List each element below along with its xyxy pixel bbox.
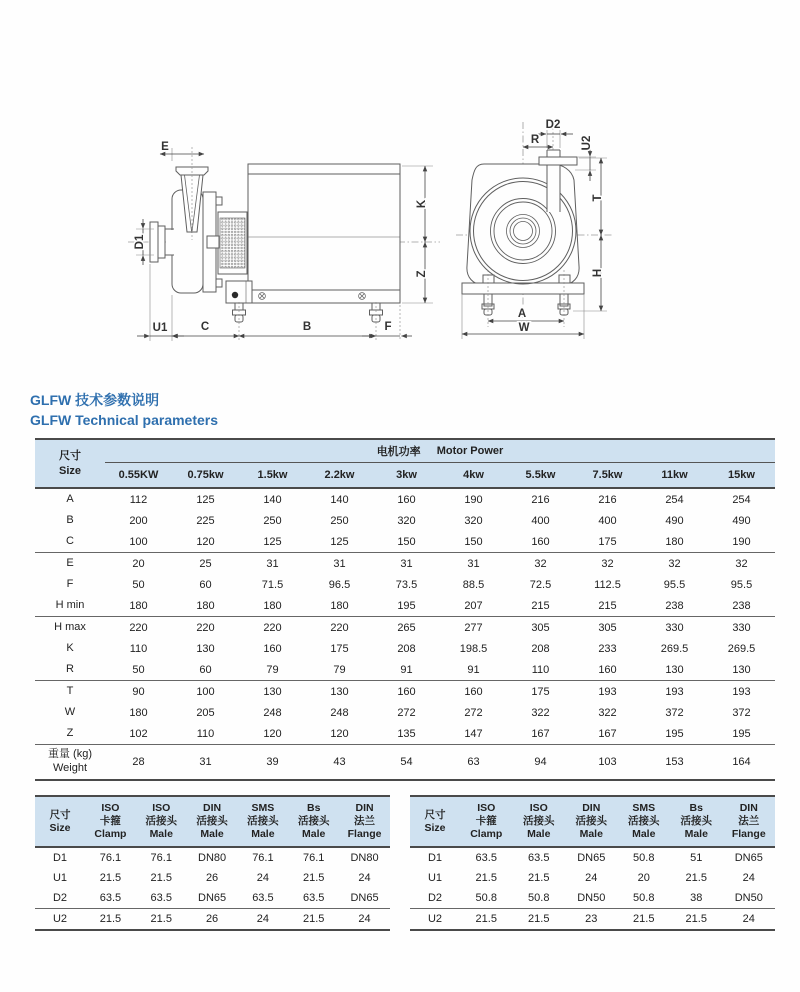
- cell-value: 73.5: [395, 578, 418, 591]
- column-header: 7.5kw: [592, 469, 623, 481]
- main-table-header: [35, 440, 775, 489]
- cell-value: 88.5: [462, 578, 485, 591]
- title-en: GLFW Technical parameters: [30, 412, 219, 428]
- cell-value: 180: [330, 599, 349, 612]
- cell-value: 71.5: [261, 578, 284, 591]
- row-label: B: [66, 513, 74, 526]
- column-header: SMS 活接头 Male: [247, 802, 279, 841]
- pump-foot: [226, 281, 252, 303]
- cell-value: 110: [531, 663, 550, 676]
- cell-value: 130: [330, 685, 349, 698]
- cell-value: 50.8: [475, 892, 497, 905]
- dim-label-z: Z: [416, 270, 428, 278]
- cell-value: 120: [196, 535, 215, 548]
- cell-value: 225: [196, 514, 215, 527]
- cell-value: 254: [665, 493, 684, 506]
- table-row: [35, 723, 775, 745]
- cell-value: 248: [263, 706, 282, 719]
- size-header-cell: [35, 440, 105, 487]
- cell-value: 110: [196, 727, 215, 740]
- row-label: H min: [55, 598, 85, 611]
- cell-value: 112: [129, 493, 148, 506]
- cell-value: 238: [665, 599, 684, 612]
- table-row: [35, 638, 775, 659]
- connection-table-header: [410, 797, 775, 848]
- row-label: H max: [54, 620, 86, 633]
- cell-value: 31: [467, 557, 480, 570]
- cell-value: 180: [263, 599, 282, 612]
- cell-value: 200: [129, 514, 148, 527]
- cell-value: 400: [531, 514, 550, 527]
- vent-grid: [220, 218, 245, 268]
- row-label: Z: [66, 726, 74, 739]
- cell-value: 76.1: [303, 852, 325, 865]
- column-header: 11kw: [661, 469, 688, 481]
- table-row: [410, 909, 775, 929]
- cell-value: DN80: [350, 852, 379, 865]
- cell-value: DN65: [198, 892, 227, 905]
- cell-value: 175: [330, 642, 349, 655]
- column-header: ISO 卡箍 Clamp: [94, 802, 127, 841]
- motor-power-zh: 电机功率: [376, 446, 421, 458]
- table-row: [35, 745, 775, 781]
- cell-value: DN50: [577, 892, 606, 905]
- cell-value: 50.8: [528, 892, 550, 905]
- cell-value: 305: [531, 621, 550, 634]
- cell-value: 208: [397, 642, 416, 655]
- cell-value: 24: [256, 913, 270, 926]
- cell-value: DN50: [734, 892, 763, 905]
- cell-value: 150: [397, 535, 416, 548]
- cell-value: 32: [601, 557, 614, 570]
- motor-power-en: Motor Power: [436, 445, 504, 457]
- cell-value: 91: [400, 663, 413, 676]
- cell-value: 193: [665, 685, 684, 698]
- pump-side-view: [128, 147, 440, 322]
- cell-value: 216: [531, 493, 550, 506]
- cell-value: 193: [598, 685, 617, 698]
- cell-value: 125: [263, 535, 282, 548]
- cell-value: 79: [266, 663, 279, 676]
- cell-value: 330: [665, 621, 684, 634]
- cell-value: 63.5: [528, 852, 550, 865]
- column-header: ISO 活接头 Male: [523, 802, 555, 841]
- cell-value: 195: [732, 727, 751, 740]
- row-label: A: [66, 492, 74, 505]
- cell-value: 50: [132, 578, 145, 591]
- cell-value: 102: [129, 727, 148, 740]
- cell-value: 91: [467, 663, 480, 676]
- cell-value: 322: [531, 706, 550, 719]
- dim-label-a: A: [517, 308, 527, 320]
- cell-value: 50.8: [633, 892, 655, 905]
- column-header: DIN 法兰 Flange: [731, 802, 766, 841]
- cell-value: 205: [196, 706, 215, 719]
- size-header-cell: 尺寸 Size: [49, 808, 71, 834]
- table-row: [35, 848, 390, 868]
- cell-value: 112.5: [594, 578, 621, 591]
- cell-value: 490: [665, 514, 684, 527]
- column-header: 1.5kw: [257, 469, 288, 481]
- cell-value: 96.5: [328, 578, 351, 591]
- cell-value: 195: [397, 599, 416, 612]
- cell-value: 24: [742, 872, 755, 885]
- column-header: SMS 活接头 Male: [628, 802, 660, 841]
- table-row: [35, 702, 775, 723]
- motor-power-header: [105, 440, 775, 463]
- cell-value: 215: [531, 599, 550, 612]
- cell-value: 164: [732, 756, 751, 768]
- size-label-en: Size: [58, 464, 81, 477]
- table-row: [35, 510, 775, 531]
- cell-value: 43: [333, 756, 346, 768]
- row-label: E: [66, 556, 74, 569]
- row-label: D2: [52, 892, 68, 905]
- cell-value: 24: [358, 872, 371, 885]
- cell-value: 180: [129, 706, 148, 719]
- cell-value: 24: [742, 913, 755, 926]
- dim-label-u2: U2: [581, 135, 593, 151]
- cell-value: 72.5: [529, 578, 552, 591]
- table-row: [410, 868, 775, 888]
- row-label: U2: [52, 913, 68, 926]
- dim-label-t: T: [592, 194, 604, 202]
- row-label: D2: [427, 892, 443, 905]
- cell-value: 320: [397, 514, 416, 527]
- cell-value: 190: [464, 493, 483, 506]
- cell-value: 130: [665, 663, 684, 676]
- cell-value: 63: [467, 756, 480, 768]
- cell-value: 94: [534, 756, 547, 768]
- cell-value: 254: [732, 493, 751, 506]
- column-header: ISO 卡箍 Clamp: [470, 802, 503, 841]
- cell-value: 21.5: [685, 872, 707, 885]
- motor-body: [248, 164, 400, 290]
- cell-value: 220: [330, 621, 349, 634]
- cell-value: 277: [464, 621, 483, 634]
- cell-value: 51: [690, 852, 703, 865]
- cell-value: 21.5: [528, 913, 550, 926]
- dim-label-u1: U1: [152, 322, 168, 334]
- dim-label-d2: D2: [545, 119, 561, 131]
- technical-drawings: [0, 0, 800, 380]
- cell-value: 76.1: [150, 852, 172, 865]
- table-row: [35, 489, 775, 510]
- column-header: DIN 活接头 Male: [196, 802, 228, 841]
- cell-value: 207: [464, 599, 483, 612]
- suction-flange: [150, 222, 158, 262]
- cell-value: 130: [732, 663, 751, 676]
- cell-value: 180: [196, 599, 215, 612]
- cell-value: 54: [400, 756, 413, 768]
- dim-label-k: K: [416, 199, 428, 209]
- main-table-body: [35, 489, 775, 781]
- cell-value: 269.5: [660, 642, 689, 655]
- dim-label-c: C: [200, 321, 210, 333]
- column-header: 2.2kw: [324, 469, 355, 481]
- size-header-cell: 尺寸 Size: [424, 808, 446, 834]
- cell-value: 79: [333, 663, 346, 676]
- table-row: [35, 681, 775, 702]
- column-header: 0.55KW: [118, 469, 159, 481]
- cell-value: 63.5: [303, 892, 325, 905]
- outlet-flange: [539, 157, 577, 165]
- cell-value: 95.5: [663, 578, 686, 591]
- connection-table: [35, 795, 390, 931]
- column-header: DIN 法兰 Flange: [347, 802, 382, 841]
- cell-value: 20: [637, 872, 650, 885]
- dim-label-e: E: [161, 141, 169, 153]
- cell-value: 160: [263, 642, 282, 655]
- cell-value: 305: [598, 621, 617, 634]
- table-row: [410, 888, 775, 909]
- cell-value: 63.5: [99, 892, 122, 905]
- cell-value: 272: [397, 706, 416, 719]
- cell-value: 160: [397, 685, 416, 698]
- cell-value: 21.5: [475, 872, 497, 885]
- cell-value: 140: [263, 493, 282, 506]
- cell-value: DN65: [350, 892, 379, 905]
- column-header: 4kw: [463, 469, 484, 481]
- cell-value: 23: [585, 913, 598, 926]
- cell-value: 21.5: [303, 872, 325, 885]
- cell-value: 21.5: [150, 913, 172, 926]
- dim-label-b: B: [302, 321, 312, 333]
- cell-value: 250: [330, 514, 349, 527]
- cell-value: 110: [129, 642, 148, 655]
- cell-value: 120: [263, 727, 282, 740]
- cell-value: 28: [132, 756, 145, 768]
- cell-value: 21.5: [685, 913, 707, 926]
- cell-value: 372: [665, 706, 684, 719]
- table-row: [35, 595, 775, 617]
- cell-value: 140: [330, 493, 349, 506]
- title-zh: GLFW 技术参数说明: [30, 392, 160, 408]
- cell-value: 198.5: [459, 642, 488, 655]
- connection-table-header: [35, 797, 390, 848]
- cell-value: 167: [531, 727, 550, 740]
- dim-label-f: F: [384, 321, 392, 333]
- base-plate: [228, 290, 400, 303]
- cell-value: 160: [531, 535, 550, 548]
- cell-value: 24: [256, 872, 270, 885]
- table-row: [35, 617, 775, 638]
- cell-value: 272: [464, 706, 483, 719]
- column-header: 0.75kw: [187, 469, 224, 481]
- cell-value: 320: [464, 514, 483, 527]
- cell-value: 153: [665, 756, 684, 768]
- cell-value: 372: [732, 706, 751, 719]
- cell-value: 90: [132, 685, 145, 698]
- cell-value: 167: [598, 727, 617, 740]
- cell-value: 147: [464, 727, 483, 740]
- cell-value: 63.5: [252, 892, 274, 905]
- cell-value: 150: [464, 535, 483, 548]
- row-label: R: [66, 662, 74, 675]
- cell-value: 190: [732, 535, 751, 548]
- table-row: [35, 553, 775, 574]
- dim-label-d1: D1: [134, 234, 146, 250]
- row-label: K: [66, 641, 74, 654]
- cell-value: 233: [598, 642, 617, 655]
- cell-value: 60: [199, 578, 212, 591]
- cell-value: 250: [263, 514, 282, 527]
- cell-value: 50: [132, 663, 145, 676]
- cell-value: 130: [263, 685, 282, 698]
- cell-value: 160: [598, 663, 617, 676]
- column-header: 5.5kw: [525, 469, 556, 481]
- cell-value: 76.1: [99, 852, 122, 865]
- cell-value: 220: [263, 621, 282, 634]
- column-header: DIN 活接头 Male: [575, 802, 607, 841]
- connection-table-body: [410, 848, 775, 931]
- cell-value: 21.5: [528, 872, 550, 885]
- cell-value: 60: [199, 663, 212, 676]
- row-label: C: [66, 534, 74, 547]
- size-label-zh: 尺寸: [59, 450, 81, 463]
- connection-table-body: [35, 848, 390, 931]
- cell-value: 175: [598, 535, 617, 548]
- cell-value: 31: [266, 557, 279, 570]
- cell-value: 265: [397, 621, 416, 634]
- cell-value: 95.5: [730, 578, 753, 591]
- cell-value: 32: [668, 557, 681, 570]
- cell-value: 31: [199, 756, 212, 768]
- cell-value: DN80: [198, 852, 227, 865]
- cell-value: 160: [397, 493, 416, 506]
- cell-value: 175: [531, 685, 550, 698]
- cell-value: 20: [132, 557, 145, 570]
- cell-value: 26: [205, 913, 219, 926]
- section-title: [30, 390, 218, 430]
- cell-value: 208: [531, 642, 550, 655]
- cell-value: 490: [732, 514, 751, 527]
- connection-table: [410, 795, 775, 931]
- row-label: 重量 (kg) Weight: [48, 748, 92, 774]
- table-row: [35, 888, 390, 909]
- column-header: Bs 活接头 Male: [297, 802, 330, 841]
- base-flange: [462, 283, 584, 294]
- cell-value: 39: [266, 756, 279, 768]
- cell-value: 330: [732, 621, 751, 634]
- row-label: D1: [52, 852, 68, 865]
- cell-value: 100: [196, 685, 215, 698]
- cell-value: 195: [665, 727, 684, 740]
- cell-value: 32: [534, 557, 547, 570]
- row-label: D1: [427, 852, 443, 865]
- cell-value: DN65: [577, 852, 606, 865]
- cell-value: 135: [397, 727, 416, 740]
- cell-value: 24: [358, 913, 371, 926]
- cell-value: 215: [598, 599, 617, 612]
- cell-value: 130: [196, 642, 215, 655]
- pump-front-view: [456, 122, 612, 332]
- row-label: F: [66, 577, 74, 590]
- cell-value: 63.5: [475, 852, 497, 865]
- cell-value: 125: [196, 493, 215, 506]
- cell-value: 180: [129, 599, 148, 612]
- cell-value: 193: [732, 685, 751, 698]
- main-table-columns: [105, 463, 775, 487]
- column-header: 15kw: [728, 469, 755, 481]
- cell-value: 21.5: [99, 872, 122, 885]
- row-label: T: [66, 684, 74, 697]
- cell-value: 63.5: [150, 892, 172, 905]
- cell-value: 32: [735, 557, 748, 570]
- cell-value: 180: [665, 535, 684, 548]
- dim-label-r: R: [530, 134, 540, 146]
- table-row: [35, 909, 390, 929]
- cell-value: 38: [690, 892, 703, 905]
- row-label: U1: [427, 872, 443, 885]
- cell-value: 26: [205, 872, 219, 885]
- row-label: U2: [427, 913, 443, 926]
- cell-value: 160: [464, 685, 483, 698]
- cell-value: 216: [598, 493, 617, 506]
- cell-value: 120: [330, 727, 349, 740]
- cell-value: 220: [196, 621, 215, 634]
- cell-value: 103: [598, 756, 617, 768]
- table-row: [35, 868, 390, 888]
- cell-value: 21.5: [99, 913, 122, 926]
- cell-value: 21.5: [633, 913, 655, 926]
- cell-value: 31: [400, 557, 413, 570]
- cell-value: 76.1: [252, 852, 274, 865]
- table-row: [35, 574, 775, 595]
- cell-value: DN65: [734, 852, 763, 865]
- column-header: ISO 活接头 Male: [145, 802, 177, 841]
- cell-value: 100: [129, 535, 148, 548]
- cell-value: 269.5: [727, 642, 756, 655]
- cell-value: 24: [585, 872, 598, 885]
- row-label: W: [64, 705, 76, 718]
- cell-value: 248: [330, 706, 349, 719]
- cell-value: 50.8: [633, 852, 655, 865]
- cell-value: 25: [199, 557, 212, 570]
- cell-value: 238: [732, 599, 751, 612]
- cell-value: 125: [330, 535, 349, 548]
- cell-value: 31: [333, 557, 346, 570]
- cell-value: 220: [129, 621, 148, 634]
- table-row: [35, 531, 775, 553]
- dim-label-w: W: [518, 322, 530, 334]
- column-header: Bs 活接头 Male: [680, 802, 712, 841]
- column-header: 3kw: [396, 469, 417, 481]
- main-parameters-table: [35, 438, 775, 781]
- dim-label-h: H: [592, 268, 604, 278]
- cell-value: 322: [598, 706, 617, 719]
- row-label: U1: [52, 872, 68, 885]
- cell-value: 21.5: [150, 872, 172, 885]
- table-row: [35, 659, 775, 681]
- table-row: [410, 848, 775, 868]
- drain-dot: [232, 292, 238, 298]
- cell-value: 21.5: [303, 913, 325, 926]
- cell-value: 400: [598, 514, 617, 527]
- cell-value: 21.5: [475, 913, 497, 926]
